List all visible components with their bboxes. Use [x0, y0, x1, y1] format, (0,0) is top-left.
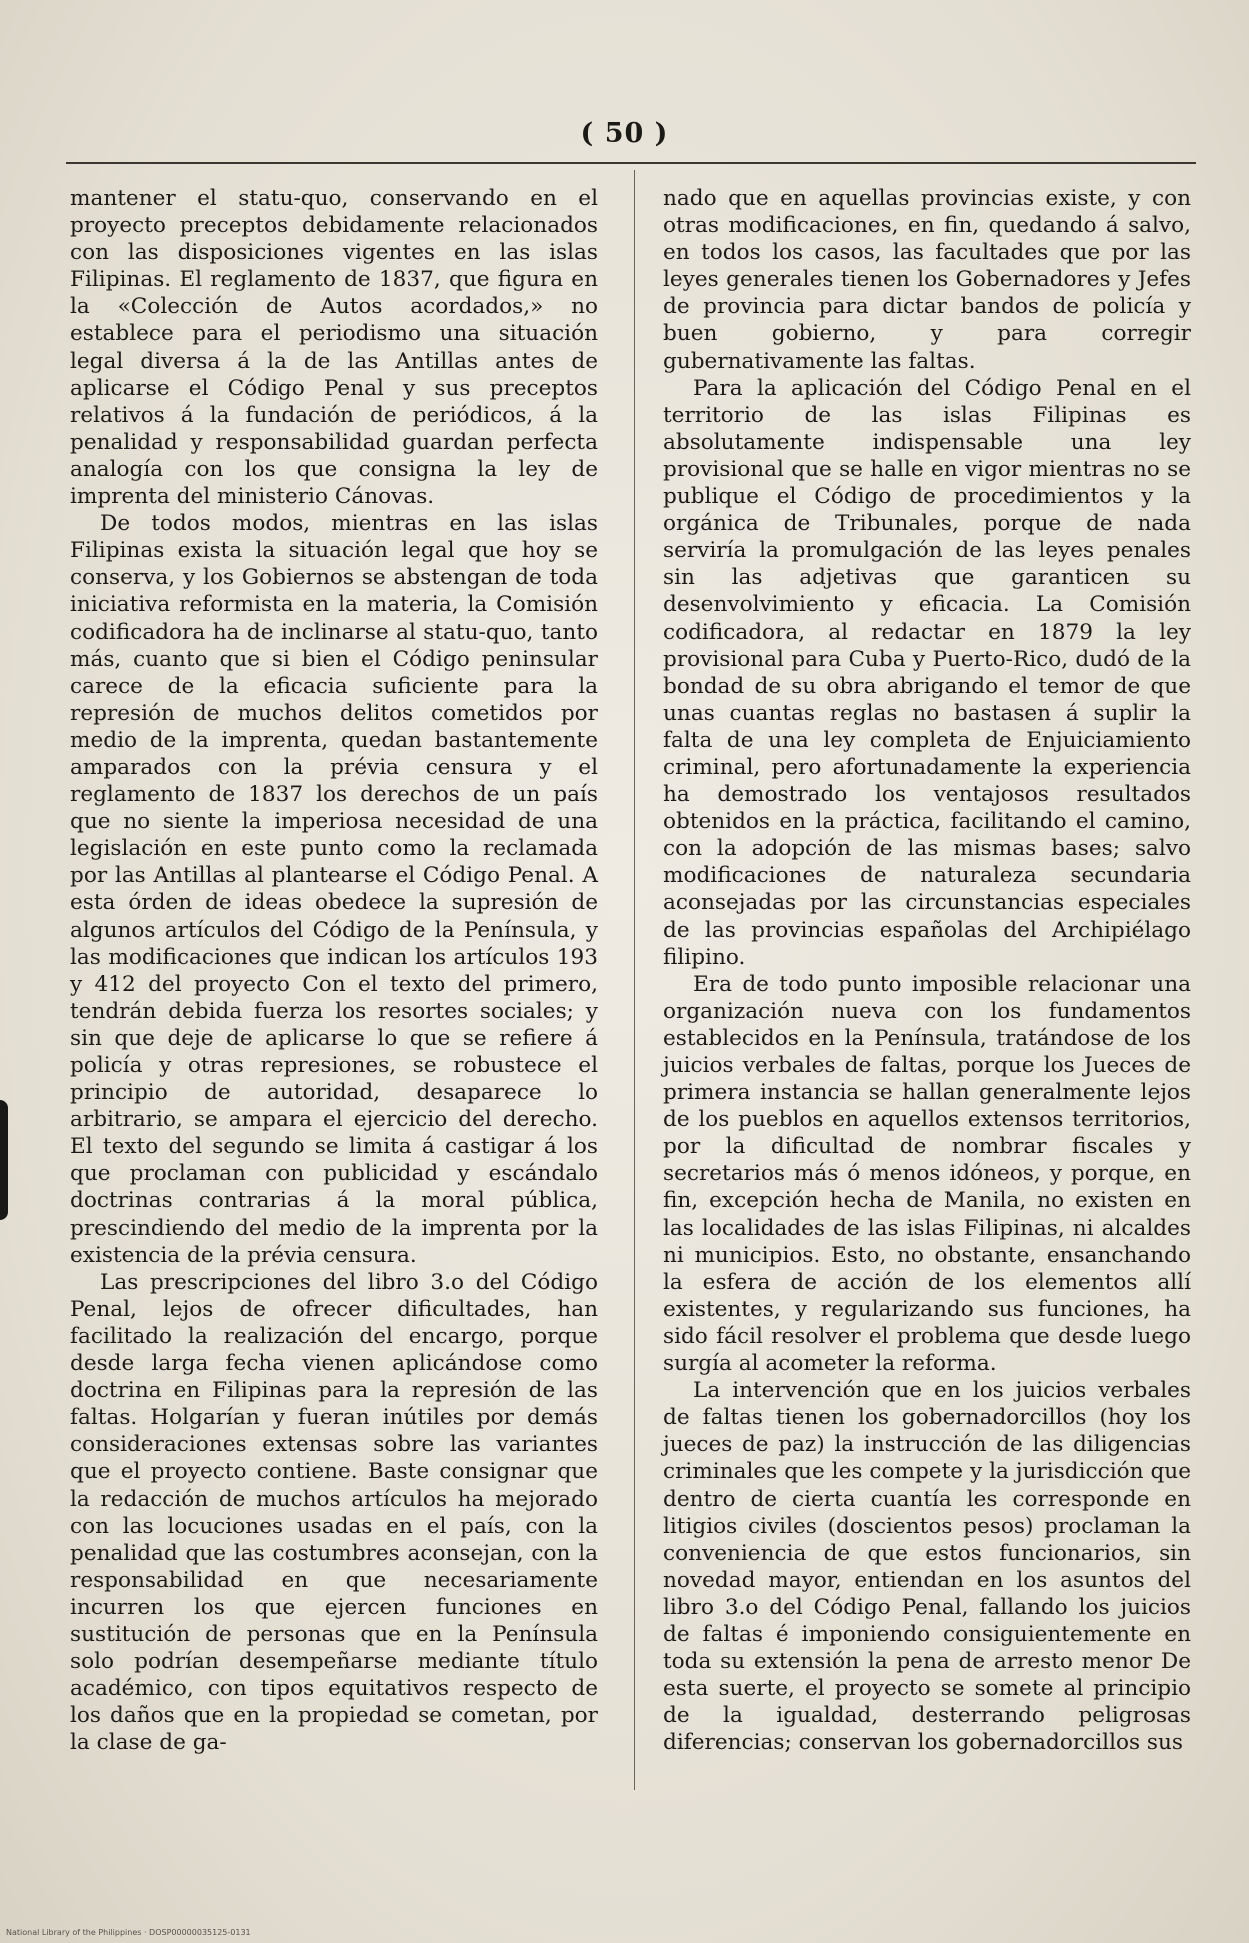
column-divider [634, 170, 635, 1790]
right-column [663, 185, 1191, 1756]
paragraph: La intervención que en los juicios verbales de faltas tienen los gobernadorcillos (hoy los jueces de paz) la instrucción de las diligencias criminales que les compete y la jurisdicción que dentro de cierta cuantía les corresponde en litigios civiles (doscientos pesos) proclaman la conveniencia de que estos funcionarios, sin novedad mayor, entiendan en los asuntos del libro 3.o del Código Penal, fallando los juicios de faltas é imponiendo consiguientemente en toda su extensión la pena de arresto menor De esta suerte, el proyecto se somete al principio de la igualdad, desterrando peligrosas diferencias; conservan los gobernadorcillos sus [663, 1378, 1191, 1756]
paragraph: mantener el statu-quo, conservando en el proyecto preceptos debidamente relacionados con las disposiciones vigentes en las islas Filipinas. El reglamento de 1837, que figura en la «Colección de Autos acordados,» no establece para el periodismo una situación legal diversa á la de las Antillas antes de aplicarse el Código Penal y sus preceptos relativos á la fundación de periódicos, á la penalidad y responsabilidad guardan perfecta analogía con los que consigna la ley de imprenta del ministerio Cánovas. [70, 186, 598, 510]
paragraph: De todos modos, mientras en las islas Filipinas exista la situación legal que hoy se conserva, y los Gobiernos se abstengan de toda iniciativa reformista en la materia, la Comisión codificadora ha de inclinarse al statu-quo, tanto más, cuanto que si bien el Código peninsular carece de la eficacia suficiente para la represión de muchos delitos cometidos por medio de la imprenta, quedan bastantemente amparados con la prévia censura y el reglamento de 1837 los derechos de un país que no siente la imperiosa necesidad de una legislación en este punto como la reclamada por las Antillas al plantearse el Código Penal. A esta órden de ideas obedece la supresión de algunos artículos del Código de la Península, y las modificaciones que indican los artículos 193 y 412 del proyecto Con el texto del primero, tendrán debida fuerza los resortes sociales; y sin que deje de aplicarse lo que se refiere á policía y otras represiones, se robustece el principio de autoridad, desaparece lo arbitrario, se ampara el ejercicio del derecho. El texto del segundo se limita á castigar á los que proclaman con publicidad y escándalo doctrinas contrarias á la moral pública, prescindiendo del medio de la imprenta por la existencia de la prévia censura. [70, 511, 598, 1268]
page-number: ( 50 ) [580, 118, 669, 149]
paragraph: Las prescripciones del libro 3.o del Código Penal, lejos de ofrecer dificultades, han facilitado la realización del encargo, porque desde larga fecha vienen aplicándose como doctrina en Filipinas para la represión de las faltas. Holgarían y fueran inútiles por demás consideraciones extensas sobre las variantes que el proyecto contiene. Baste consignar que la redacción de muchos artículos ha mejorado con las locuciones usadas en el país, con la penalidad que las costumbres aconsejan, con la responsabilidad en que necesariamente incurren los que ejercen funciones en sustitución de personas que en la Península solo podrían desempeñarse mediante título académico, con tipos equitativos respecto de los daños que en la propiedad se cometan, por la clase de ga- [70, 1269, 598, 1756]
scan-footer-credit: National Library of the Philippines · DOSP00000035125-0131 [6, 1928, 251, 1937]
left-column [70, 185, 598, 1756]
header-rule [66, 162, 1196, 164]
paragraph: Para la aplicación del Código Penal en el territorio de las islas Filipinas es absolutamente indispensable una ley provisional que se halle en vigor mientras no se publique el Código de procedimientos y la orgánica de Tribunales, porque de nada serviría la promulgación de las leyes penales sin las adjetivas que garanticen su desenvolvimiento y eficacia. La Comisión codificadora, al redactar en 1879 la ley provisional para Cuba y Puerto-Rico, dudó de la bondad de su obra abrigando el temor de que unas cuantas reglas no bastasen á suplir la falta de una ley completa de Enjuiciamiento criminal, pero afortunadamente la experiencia ha demostrado los ventajosos resultados obtenidos en la práctica, facilitando el camino, con la adopción de las mismas bases; salvo modificaciones de naturaleza secundaria aconsejadas por las circunstancias especiales de las provincias españolas del Archipiélago filipino. [663, 375, 1191, 970]
paragraph: nado que en aquellas provincias existe, y con otras modificaciones, en fin, quedando á salvo, en todos los casos, las facultades que por las leyes generales tienen los Gobernadores y Jefes de provincia para dictar bandos de policía y buen gobierno, y para corregir gubernativamente las faltas. [663, 186, 1191, 374]
paragraph: Era de todo punto imposible relacionar una organización nueva con los fundamentos establecidos en la Península, tratándose de los juicios verbales de faltas, porque los Jueces de primera instancia se hallan generalmente lejos de los pueblos en aquellos extensos territorios, por la dificultad de nombrar fiscales y secretarios más ó menos idóneos, y porque, en fin, excepción hecha de Manila, no existen en las localidades de las islas Filipinas, ni alcaldes ni municipios. Esto, no obstante, ensanchando la esfera de acción de los elementos allí existentes, y regularizando sus funciones, ha sido fácil resolver el problema que desde luego surgía al acometer la reforma. [663, 971, 1191, 1377]
scan-binding-shadow [0, 1100, 8, 1220]
